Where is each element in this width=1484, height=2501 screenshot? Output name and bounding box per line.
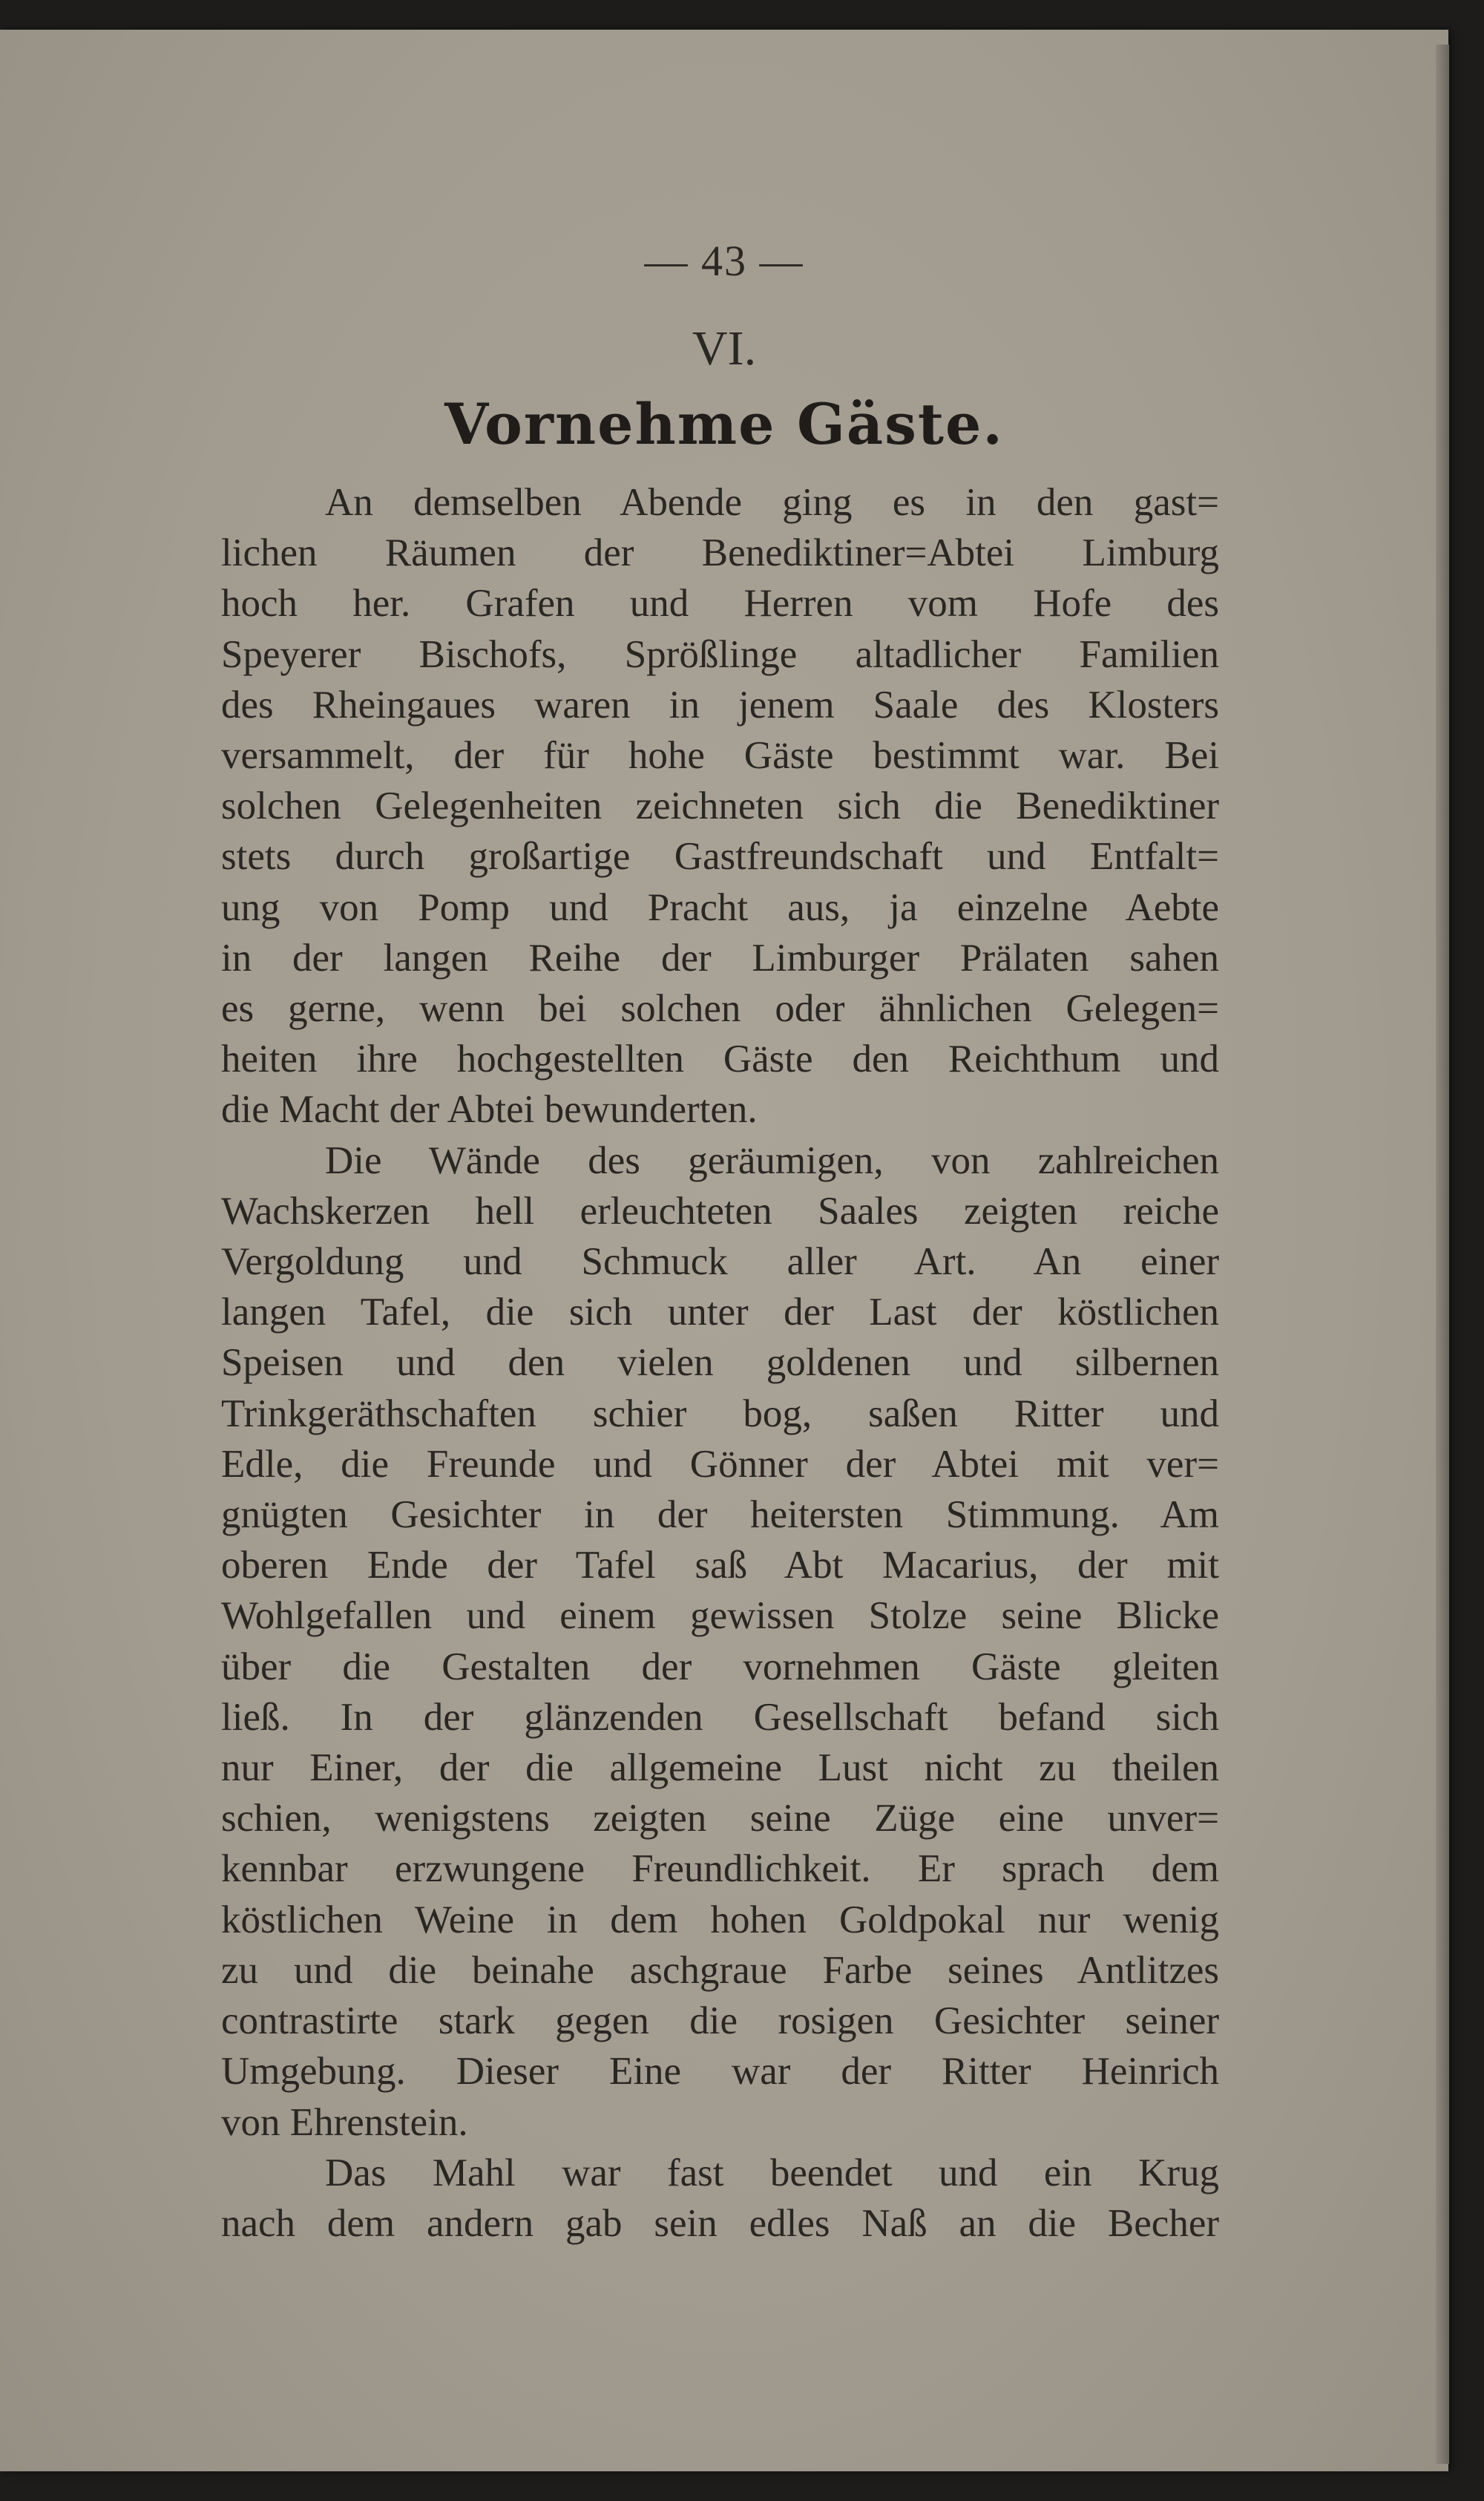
text-line: es gerne, wenn bei solchen oder ähnlichen Gelegen= [221, 987, 1219, 1031]
text-line: über die Gestalten der vornehmen Gäste gleiten [221, 1645, 1219, 1688]
text-line: contrastirte stark gegen die rosigen Gesichter seiner [221, 1999, 1219, 2043]
text-line: nur Einer, der die allgemeine Lust nicht zu theilen [221, 1746, 1219, 1790]
text-line: heiten ihre hochgestellten Gäste den Reichthum und [221, 1038, 1219, 1081]
body-text [221, 477, 1219, 2249]
text-line: lichen Räumen der Benediktiner=Abtei Limburg [221, 531, 1219, 575]
text-line: Trinkgeräthschaften schier bog, saßen Ritter und [221, 1392, 1219, 1435]
text-line: solchen Gelegenheiten zeichneten sich die Benediktiner [221, 784, 1219, 828]
text-line: ließ. In der glänzenden Gesellschaft befand sich [221, 1695, 1219, 1739]
text-line: schien, wenigstens zeigten seine Züge eine unver= [221, 1797, 1219, 1840]
text-line: in der langen Reihe der Limburger Prälaten sahen [221, 936, 1219, 980]
text-line: ung von Pomp und Pracht aus, ja einzelne Aebte [221, 885, 1219, 929]
chapter-title: Vornehme Gäste. [444, 391, 1004, 457]
text-line: köstlichen Weine in dem hohen Goldpokal nur wenig [221, 1898, 1219, 1941]
text-line: von Ehrenstein. [221, 2100, 468, 2144]
text-line: nach dem andern gab sein edles Naß an die Becher [221, 2201, 1219, 2245]
text-line: Vergoldung und Schmuck aller Art. An einer [221, 1240, 1219, 1284]
text-line: die Macht der Abtei bewunderten. [221, 1088, 758, 1132]
text-line: versammelt, der für hohe Gäste bestimmt war. Bei [221, 734, 1219, 778]
text-line: Speyerer Bischofs, Sprößlinge altadlicher Familien [221, 632, 1219, 676]
text-line: Umgebung. Dieser Eine war der Ritter Heinrich [221, 2050, 1219, 2094]
chapter-number: VI. [692, 321, 757, 376]
text-line: Wohlgefallen und einem gewissen Stolze seine Blicke [221, 1594, 1219, 1638]
text-line: oberen Ende der Tafel saß Abt Macarius, der mit [221, 1544, 1219, 1587]
text-line: Speisen und den vielen goldenen und silbernen [221, 1341, 1219, 1385]
text-line: Edle, die Freunde und Gönner der Abtei mit ver= [221, 1442, 1219, 1486]
text-line: hoch her. Grafen und Herren vom Hofe des [221, 582, 1219, 626]
text-line: An demselben Abende ging es in den gast= [325, 481, 1219, 524]
text-line: zu und die beinahe aschgraue Farbe seines Antlitzes [221, 1948, 1219, 1992]
text-line: Die Wände des geräumigen, von zahlreichen [325, 1138, 1219, 1182]
text-line: Das Mahl war fast beendet und ein Krug [325, 2151, 1219, 2194]
page-number: — 43 — [644, 237, 804, 285]
text-line: kennbar erzwungene Freundlichkeit. Er sprach dem [221, 1847, 1219, 1891]
text-line: stets durch großartige Gastfreundschaft und Entfalt= [221, 835, 1219, 879]
text-line: gnügten Gesichter in der heitersten Stimmung. Am [221, 1493, 1219, 1537]
text-line: Wachskerzen hell erleuchteten Saales zeigten reiche [221, 1189, 1219, 1233]
text-line: des Rheingaues waren in jenem Saale des Klosters [221, 683, 1219, 727]
text-line: langen Tafel, die sich unter der Last der köstlichen [221, 1291, 1219, 1334]
